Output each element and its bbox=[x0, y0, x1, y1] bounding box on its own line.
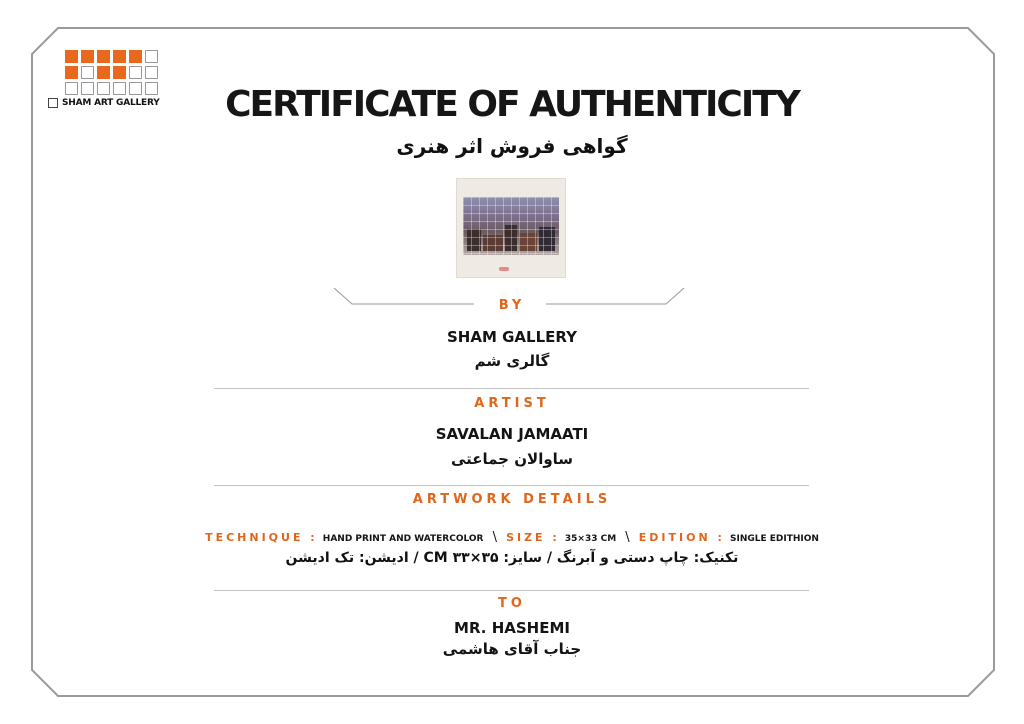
technique-label: TECHNIQUE : bbox=[205, 531, 318, 544]
recipient-name-fa: جناب آقای هاشمی bbox=[442, 640, 582, 658]
details-separator: \ bbox=[625, 530, 630, 545]
artwork-image bbox=[456, 178, 566, 278]
artist-name-fa: ساوالان جماعتی bbox=[450, 450, 574, 468]
artist-name: SAVALAN JAMAATI bbox=[435, 425, 589, 443]
artwork-details-line bbox=[0, 526, 1024, 545]
technique-value: HAND PRINT AND WATERCOLOR bbox=[322, 534, 484, 544]
gallery-name: SHAM GALLERY bbox=[447, 328, 577, 346]
divider bbox=[214, 388, 809, 389]
artist-label: ARTIST bbox=[474, 396, 550, 411]
gallery-name-fa: گالری شم bbox=[474, 352, 550, 370]
artwork-details-fa: تکنیک: چاپ دستی و آبرنگ / سایز: ۳۵×۳۳ CM / ادیشن: تک ادیشن bbox=[285, 550, 739, 566]
recipient-name: MR. HASHEMI bbox=[454, 619, 570, 637]
certificate-subtitle-fa: گواهی فروش اثر هنری bbox=[396, 134, 628, 158]
edition-label: EDITION : bbox=[638, 531, 725, 544]
artwork-details-label: ARTWORK DETAILS bbox=[412, 492, 612, 507]
by-label: BY bbox=[498, 298, 526, 313]
edition-value: SINGLE EDITHION bbox=[729, 534, 819, 544]
logo-text: SHAM ART GALLERY bbox=[62, 98, 160, 108]
certificate-title: CERTIFICATE OF AUTHENTICITY bbox=[225, 84, 799, 125]
artwork-signature bbox=[499, 267, 509, 271]
size-value: 35×33 CM bbox=[564, 534, 617, 544]
divider bbox=[214, 485, 809, 486]
to-label: TO bbox=[498, 596, 526, 611]
details-separator: \ bbox=[492, 530, 497, 545]
divider bbox=[214, 590, 809, 591]
size-label: SIZE : bbox=[506, 531, 560, 544]
